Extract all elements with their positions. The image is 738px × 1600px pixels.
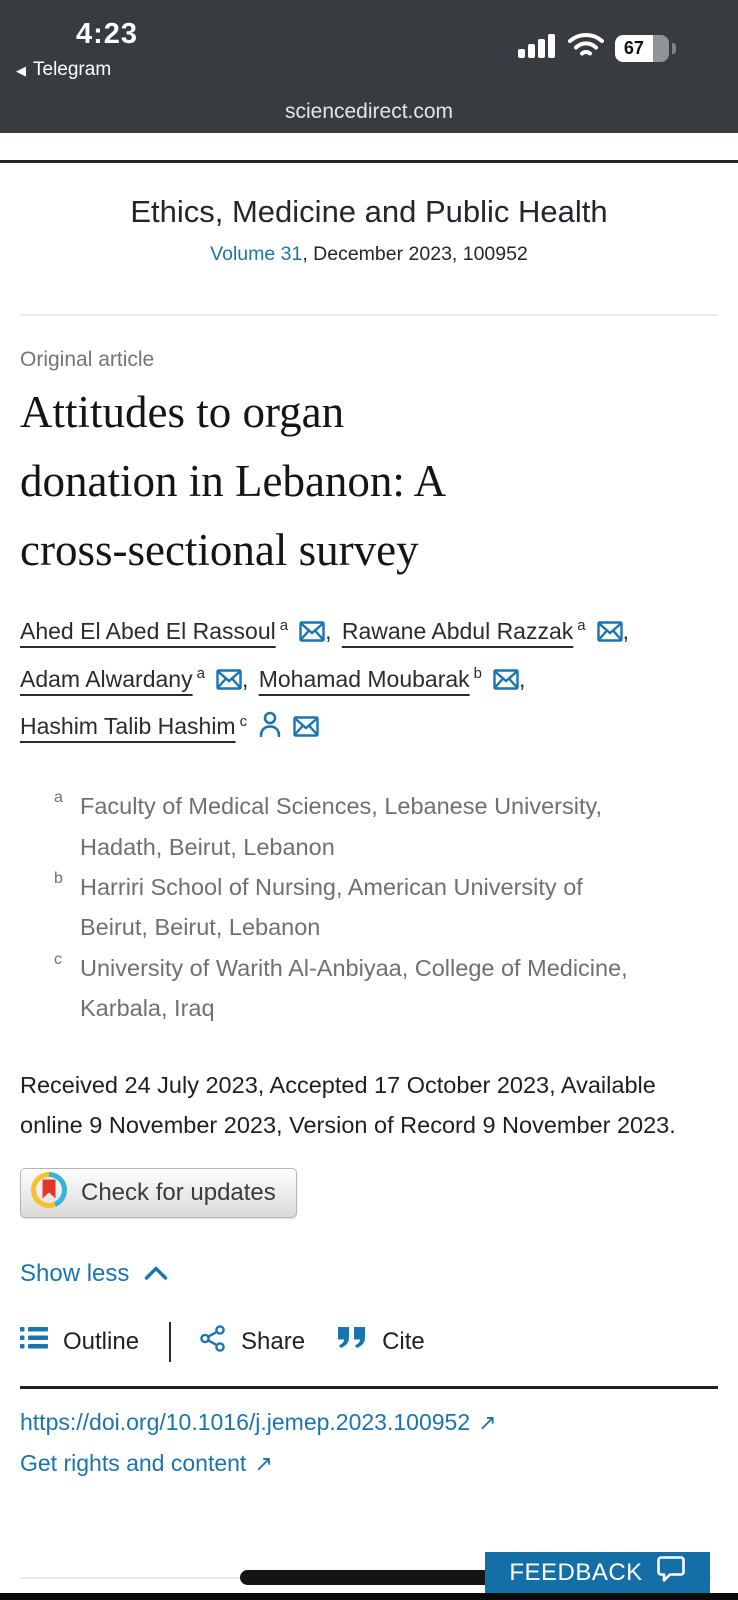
battery-icon xyxy=(615,35,669,62)
section-divider xyxy=(20,314,718,316)
affiliation-text: Faculty of Medical Sciences, Lebanese University, Hadath, Beirut, Lebanon xyxy=(80,793,603,860)
browser-gap xyxy=(0,133,738,160)
email-author-icon[interactable] xyxy=(597,612,623,657)
speech-bubble-icon xyxy=(656,1555,686,1590)
screen-bottom-strip xyxy=(0,1593,738,1600)
outline-button[interactable] xyxy=(20,1326,139,1357)
affiliation xyxy=(20,948,640,1029)
feedback-label: FEEDBACK xyxy=(509,1558,643,1586)
email-author-icon[interactable] xyxy=(493,660,519,705)
cellular-signal-icon xyxy=(517,32,557,65)
author xyxy=(259,666,530,692)
author-link[interactable]: Hashim Talib Hashim xyxy=(20,713,236,740)
journal-title: Ethics, Medicine and Public Health xyxy=(130,194,608,229)
volume-line xyxy=(20,243,718,266)
email-author-icon[interactable] xyxy=(299,612,325,657)
volume-link[interactable]: Volume 31 xyxy=(210,243,303,266)
content-divider xyxy=(20,1386,718,1389)
battery-nub xyxy=(672,43,676,54)
author-link[interactable]: Rawane Abdul Razzak xyxy=(341,617,574,644)
issue-info: , December 2023, 100952 xyxy=(302,243,528,266)
share-label: Share xyxy=(241,1327,306,1355)
show-less-link[interactable] xyxy=(20,1260,168,1288)
share-button[interactable] xyxy=(199,1325,305,1359)
author-link[interactable]: Mohamad Moubarak xyxy=(258,665,470,692)
article-page xyxy=(0,193,738,1477)
cite-quote-icon xyxy=(337,1326,367,1357)
check-for-updates-label: Check for updates xyxy=(81,1178,276,1206)
article-dates: Received 24 July 2023, Accepted 17 October 2023, Available online 9 November 2023, Version of Record 9 November 2023. xyxy=(20,1071,676,1139)
author-link[interactable]: Adam Alwardany xyxy=(20,665,193,692)
cite-button[interactable] xyxy=(337,1326,425,1357)
author-link[interactable]: Ahed El Abed El Rassoul xyxy=(20,617,276,644)
affiliation-text: University of Warith Al-Anbiyaa, College of Medicine, Karbala, Iraq xyxy=(80,954,628,1022)
author-separator: , xyxy=(325,617,338,644)
email-author-icon[interactable] xyxy=(216,660,242,705)
cite-label: Cite xyxy=(382,1327,425,1355)
show-less-label: Show less xyxy=(20,1259,130,1287)
author xyxy=(20,713,323,739)
author-separator: , xyxy=(241,665,255,692)
outline-list-icon xyxy=(20,1326,48,1357)
chevron-up-icon xyxy=(144,1260,168,1288)
rights-and-content-link[interactable] xyxy=(20,1450,273,1476)
author-affiliation-sup: a xyxy=(577,617,586,635)
author-affiliation-sup: b xyxy=(473,664,483,682)
article-title-line: donation in Lebanon: A xyxy=(20,456,447,507)
affiliation-list xyxy=(20,786,718,1028)
affiliation xyxy=(20,867,640,948)
article-title xyxy=(20,378,718,585)
share-icon xyxy=(199,1325,226,1359)
toolbar-divider xyxy=(0,160,738,163)
external-link-icon: ↗ xyxy=(478,1409,497,1435)
feedback-button[interactable] xyxy=(485,1552,710,1593)
author-list xyxy=(20,609,718,753)
author-affiliation-sup: a xyxy=(279,617,289,635)
author xyxy=(20,618,342,644)
article-toolbar xyxy=(20,1322,718,1362)
author-separator: , xyxy=(622,617,629,644)
home-indicator[interactable] xyxy=(240,1570,505,1585)
status-bar xyxy=(0,0,738,133)
battery-percent: 67 xyxy=(623,37,644,58)
clock: 4:23 xyxy=(76,18,139,50)
toolbar-separator xyxy=(169,1322,171,1362)
article-title-line: cross-sectional survey xyxy=(20,524,419,575)
affiliation xyxy=(20,786,640,867)
wifi-icon xyxy=(567,32,605,65)
affiliation-text: Harriri School of Nursing, American University of Beirut, Beirut, Lebanon xyxy=(80,874,583,941)
back-arrow-icon: ◀ xyxy=(16,62,26,78)
affiliation-sup: b xyxy=(54,870,63,888)
crossmark-logo-icon xyxy=(30,1171,68,1214)
author xyxy=(20,666,259,692)
article-title-line: Attitudes to organ xyxy=(20,387,345,438)
doi-link[interactable] xyxy=(20,1409,497,1435)
email-author-icon[interactable] xyxy=(293,707,319,752)
back-to-telegram-link[interactable] xyxy=(16,59,111,81)
outline-label: Outline xyxy=(63,1327,140,1355)
author-profile-icon[interactable] xyxy=(258,707,282,752)
back-app-label: Telegram xyxy=(33,59,112,80)
check-for-updates-button[interactable] xyxy=(20,1168,297,1218)
article-type-label: Original article xyxy=(20,348,155,372)
rights-label: Get rights and content xyxy=(20,1449,247,1476)
affiliation-sup: a xyxy=(54,789,63,807)
author xyxy=(342,618,633,644)
author-affiliation-sup: c xyxy=(239,712,248,730)
author-affiliation-sup: a xyxy=(196,664,205,682)
address-bar[interactable]: sciencedirect.com xyxy=(284,100,454,123)
doi-url: https://doi.org/10.1016/j.jemep.2023.100952 xyxy=(20,1408,471,1435)
author-separator: , xyxy=(519,665,526,692)
external-link-icon: ↗ xyxy=(254,1450,273,1476)
affiliation-sup: c xyxy=(54,950,62,968)
status-icons xyxy=(517,33,676,63)
